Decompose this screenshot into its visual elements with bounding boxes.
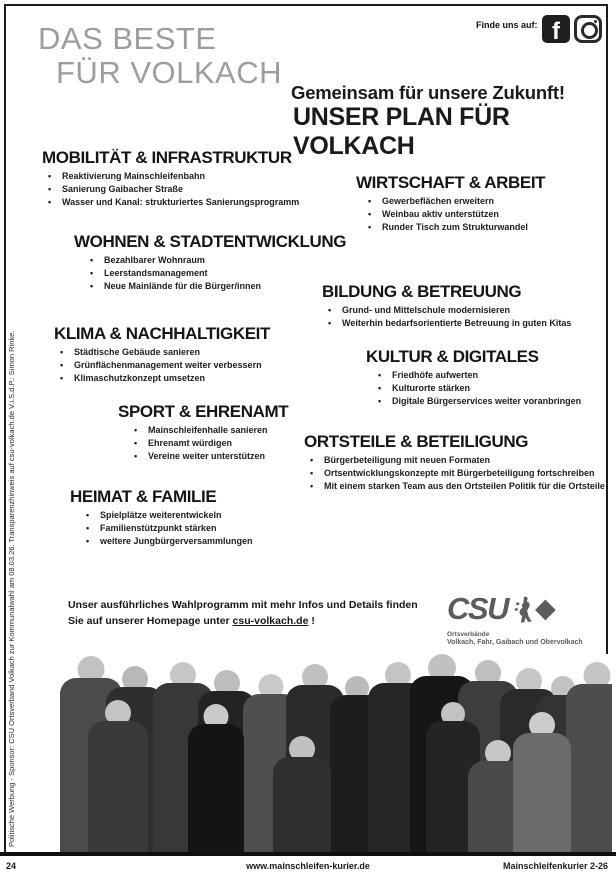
homepage-note bbox=[68, 597, 440, 629]
person-body bbox=[88, 721, 148, 852]
bullet-item: • Wasser und Kanal: strukturiertes Sanierungsprogramm bbox=[48, 196, 314, 209]
section-title: SPORT & EHRENAMT bbox=[118, 402, 289, 421]
person-silhouette bbox=[188, 704, 244, 852]
section-bullet-list bbox=[54, 346, 326, 385]
bullet-item: • Klimaschutzkonzept umsetzen bbox=[60, 372, 326, 385]
legal-disclaimer-vertical: Politische Werbung - Sponsor: CSU Ortsverband Volkach zur Kommunalwahl am 08.03.26. Transparenzhinweis auf csu-volkach.de V.i.S.d.P.: Simon Rinke. bbox=[7, 330, 16, 847]
bullet-item: • Bezahlbarer Wohnraum bbox=[90, 254, 346, 267]
section-bullet-list bbox=[70, 509, 310, 548]
instagram-lens-icon bbox=[581, 22, 598, 39]
person-body bbox=[513, 733, 571, 852]
note-line2-suffix: ! bbox=[308, 615, 315, 627]
section-title: HEIMAT & FAMILIE bbox=[70, 487, 217, 506]
section-bullet-list bbox=[74, 254, 346, 293]
facebook-icon[interactable] bbox=[542, 15, 570, 43]
person-silhouette bbox=[566, 662, 612, 852]
tagline-line2: FÜR VOLKACH bbox=[56, 55, 282, 90]
bullet-item: • Vereine weiter unterstützen bbox=[134, 450, 348, 463]
bullet-item: • Grünflächenmanagement weiter verbessern bbox=[60, 359, 326, 372]
section-title: BILDUNG & BETREUUNG bbox=[322, 282, 522, 301]
logo-org-line2: Volkach, Fahr, Gaibach und Obervolkach bbox=[447, 639, 583, 646]
section-bullet-list bbox=[322, 304, 608, 330]
footer-website[interactable]: www.mainschleifen-kurier.de bbox=[246, 861, 370, 871]
campaign-subtitle: Gemeinsam für unsere Zukunft! bbox=[291, 82, 565, 103]
program-section bbox=[70, 487, 310, 548]
bullet-item: • Familienstützpunkt stärken bbox=[86, 522, 310, 535]
section-title: KLIMA & NACHHALTIGKEIT bbox=[54, 324, 270, 343]
tagline-line1: DAS BESTE bbox=[38, 21, 217, 56]
section-title: KULTUR & DIGITALES bbox=[366, 347, 539, 366]
footer-divider bbox=[0, 852, 616, 856]
bullet-item: • Kulturorte stärken bbox=[378, 382, 612, 395]
bullet-item: • Ortsentwicklungskonzepte mit Bürgerbeteiligung fortschreiben bbox=[310, 467, 608, 480]
note-line1: Unser ausführliches Wahlprogramm mit mehr Infos und Details finden bbox=[68, 599, 418, 611]
instagram-dot-icon bbox=[594, 20, 597, 23]
person-body bbox=[566, 684, 612, 852]
bullet-item: • Digitale Bürgerservices weiter voranbringen bbox=[378, 395, 612, 408]
person-silhouette bbox=[273, 736, 331, 852]
bullet-item: • Friedhöfe aufwerten bbox=[378, 369, 612, 382]
group-photo bbox=[58, 654, 612, 852]
bullet-item: • Ehrenamt würdigen bbox=[134, 437, 348, 450]
bavarian-lion-icon bbox=[513, 596, 533, 629]
logo-org-line1: Ortsverbände bbox=[447, 631, 490, 638]
person-body bbox=[273, 757, 331, 852]
section-bullet-list bbox=[304, 454, 608, 493]
person-silhouette bbox=[88, 700, 148, 852]
program-section bbox=[356, 173, 602, 234]
program-section bbox=[54, 324, 326, 385]
bullet-item: • Mit einem starken Team aus den Ortsteilen Politik für die Ortsteile bbox=[310, 480, 608, 493]
bullet-item: • Weinbau aktiv unterstützen bbox=[368, 208, 602, 221]
bullet-item: • Leerstandsmanagement bbox=[90, 267, 346, 280]
instagram-icon[interactable] bbox=[574, 15, 602, 43]
homepage-link[interactable]: csu-volkach.de bbox=[232, 615, 309, 627]
section-title: MOBILITÄT & INFRASTRUKTUR bbox=[42, 148, 292, 167]
social-label: Finde uns auf: bbox=[476, 20, 538, 30]
program-section bbox=[74, 232, 346, 293]
bullet-item: • Sanierung Gaibacher Straße bbox=[48, 183, 314, 196]
bullet-item: • Reaktivierung Mainschleifenbahn bbox=[48, 170, 314, 183]
section-bullet-list bbox=[366, 369, 612, 408]
csu-logo bbox=[447, 591, 583, 646]
section-title: WOHNEN & STADTENTWICKLUNG bbox=[74, 232, 347, 251]
diamond-icon: ◆ bbox=[534, 593, 556, 623]
section-title: ORTSTEILE & BETEILIGUNG bbox=[304, 432, 529, 451]
bullet-item: • weitere Jungbürgerversammlungen bbox=[86, 535, 310, 548]
note-line2-prefix: Sie auf unserer Homepage unter bbox=[68, 615, 233, 627]
bullet-item: • Spielplätze weiterentwickeln bbox=[86, 509, 310, 522]
section-bullet-list bbox=[42, 170, 314, 209]
bullet-item: • Bürgerbeteiligung mit neuen Formaten bbox=[310, 454, 608, 467]
bullet-item: • Gewerbeflächen erweitern bbox=[368, 195, 602, 208]
program-section bbox=[322, 282, 608, 330]
program-section bbox=[42, 148, 314, 209]
bullet-item: • Städtische Gebäude sanieren bbox=[60, 346, 326, 359]
bullet-item: • Neue Mainlände für die Bürger/innen bbox=[90, 280, 346, 293]
footer-issue: Mainschleifenkurier 2-26 bbox=[502, 861, 608, 871]
section-title: WIRTSCHAFT & ARBEIT bbox=[356, 173, 546, 192]
bullet-item: • Mainschleifenhalle sanieren bbox=[134, 424, 348, 437]
page-number: 24 bbox=[6, 861, 17, 871]
tagline bbox=[38, 22, 282, 90]
person-silhouette bbox=[513, 712, 571, 852]
csu-wordmark: CSU bbox=[447, 591, 508, 626]
campaign-title: UNSER PLAN FÜR VOLKACH bbox=[293, 103, 510, 160]
bullet-item: • Runder Tisch zum Strukturwandel bbox=[368, 221, 602, 234]
program-section bbox=[366, 347, 612, 408]
facebook-glyph: f bbox=[552, 18, 560, 43]
bullet-item: • Weiterhin bedarfsorientierte Betreuung in guten Kitas bbox=[328, 317, 608, 330]
bullet-item: • Grund- und Mittelschule modernisieren bbox=[328, 304, 608, 317]
program-section bbox=[304, 432, 608, 493]
person-body bbox=[188, 724, 244, 852]
section-bullet-list bbox=[356, 195, 602, 234]
